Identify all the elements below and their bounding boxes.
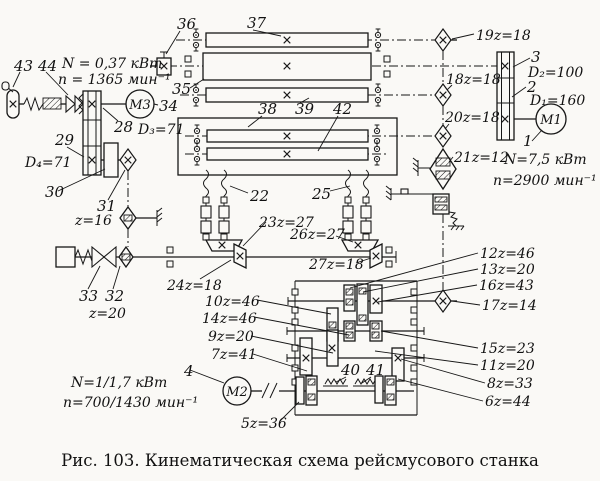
gearbox-shaft-2 [287,308,424,341]
label-part-42: 42 [333,100,353,118]
label-sprocket-z20: z=20 [89,306,126,322]
label-gear-6z: 6z=44 [485,394,531,410]
label-part-43: 43 [14,57,34,75]
label-sprocket-21z: 21z=12 [454,150,509,166]
label-gear-17z: 17z=14 [482,298,537,314]
label-part-30: 30 [45,183,65,201]
label-gear-27z: 27z=18 [309,257,364,273]
label-sprocket-19z: 19z=18 [476,28,531,44]
label-part-34: 34 [159,97,179,115]
motor-m2-label: М2 [226,385,248,400]
label-gear-10z: 10z=46 [205,294,260,310]
label-gear-15z: 15z=23 [480,341,535,357]
motor-m1-label: М1 [540,113,562,128]
label-gear-12z: 12z=46 [480,246,535,262]
label-part-31: 31 [97,197,117,215]
main-belt-drive [497,52,514,140]
label-pulley-d4: D₄=71 [25,155,72,171]
label-gear-23z: 23z=27 [259,215,314,231]
label-sprocket-z16: z=16 [75,213,112,229]
label-m3-speed: n = 1365 мин⁻¹ [58,72,171,88]
ratchet-clutch-44 [66,94,83,114]
worm-40 [323,379,348,386]
label-part-2: 2 [527,78,537,96]
label-m3-power: N = 0,37 кВт [62,56,163,72]
eccentric-block-30 [101,143,120,177]
gearbox-shaft-4 [279,376,414,405]
feed-roller-37 [176,29,435,51]
label-gear-26z: 26z=27 [290,227,345,243]
sprocket-20z [435,125,451,147]
label-m1-speed: n=2900 мин⁻¹ [493,173,597,189]
brake-assembly [386,186,464,230]
label-gear-9z: 9z=20 [208,329,254,345]
label-pulley-d3: D₃=71 [138,122,185,138]
sprocket-19z [435,29,451,51]
label-part-40: 40 [341,361,361,379]
label-m1-power: N=7,5 кВт [504,152,587,168]
label-part-41: 41 [366,361,386,379]
label-gear-8z: 8z=33 [487,376,533,392]
coupling-m2 [262,383,277,398]
label-part-37: 37 [247,14,267,32]
bevel-sprocket-31 [120,149,136,171]
label-m2-speed: n=700/1430 мин⁻¹ [63,395,199,411]
lift-screw-left [201,170,229,240]
sprocket-17z [435,290,451,312]
label-part-44: 44 [38,57,58,75]
motor-m2 [223,377,277,405]
label-part-36: 36 [177,15,197,33]
label-gear-13z: 13z=20 [480,262,535,278]
sprocket-z16 [120,207,162,229]
gear-5z [296,377,304,404]
label-part-3: 3 [531,48,541,66]
label-part-35: 35 [172,80,192,98]
label-part-38: 38 [258,100,278,118]
table-box [178,118,435,175]
label-part-32: 32 [105,287,125,305]
figure-caption: Рис. 103. Кинематическая схема рейсмусового станка [61,451,539,470]
label-gear-5z: 5z=36 [241,416,287,432]
label-part-28: 28 [114,118,134,136]
handwheel-shaft [19,98,66,110]
label-gear-24z: 24z=18 [167,278,222,294]
label-part-25: 25 [312,185,332,203]
label-m2-power: N=1/1,7 кВт [71,375,168,391]
label-pulley-d1: D₁=160 [530,93,586,109]
label-part-22: 22 [250,187,270,205]
label-part-33: 33 [79,287,99,305]
sprocket-z20 [119,247,133,267]
jaw-clutch-33 [92,247,104,267]
gear-6z [375,376,383,403]
label-part-4: 4 [184,362,194,380]
label-gear-14z: 14z=46 [202,311,257,327]
label-part-1: 1 [523,132,533,150]
jaw-clutch-32 [104,247,116,267]
label-gear-16z: 16z=43 [479,278,534,294]
bevel-pair-left-23-24 [206,240,246,268]
label-pulley-d2: D₂=100 [528,65,584,81]
label-gear-11z: 11z=20 [480,358,535,374]
worm-41 [353,379,378,386]
lift-screw-right [343,170,371,240]
label-gear-7z: 7z=41 [211,347,257,363]
clutch-sprocket-21z [413,149,456,189]
motor-m3-label: М3 [129,98,151,113]
belt-drive-d3-d4 [83,91,101,175]
label-part-39: 39 [295,100,315,118]
handwheel-43 [2,82,19,118]
label-sprocket-18z: 18z=18 [446,72,501,88]
label-sprocket-20z: 20z=18 [445,110,500,126]
label-part-29: 29 [55,131,75,149]
